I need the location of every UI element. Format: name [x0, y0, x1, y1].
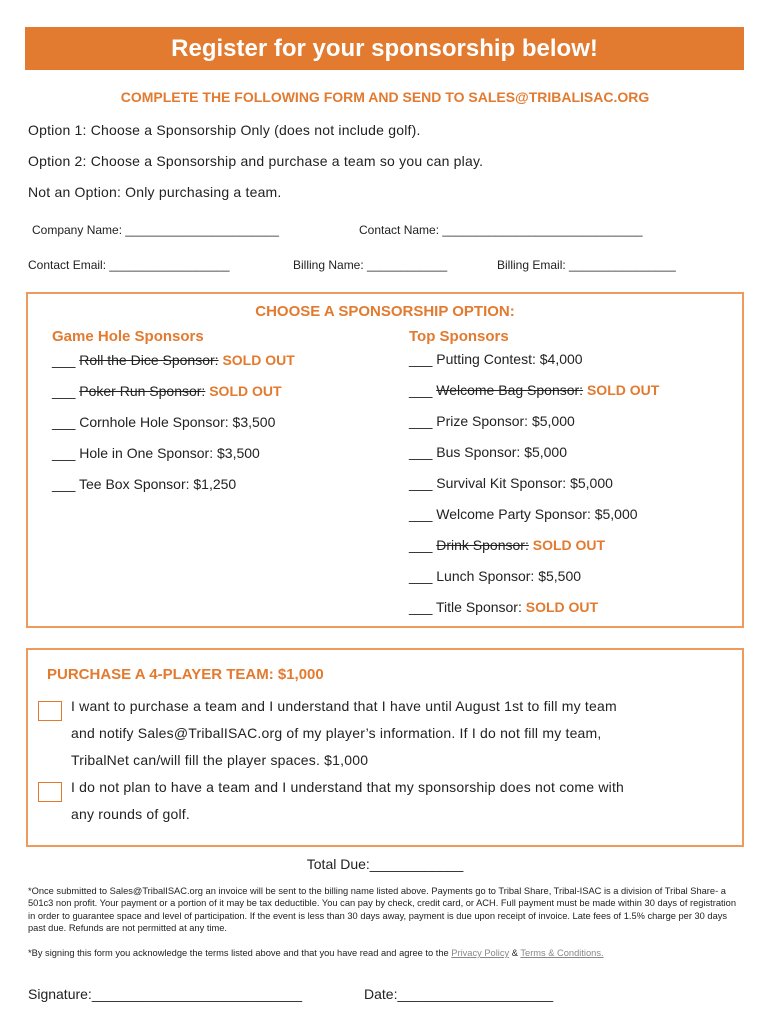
sold-out-badge: SOLD OUT	[532, 537, 606, 553]
purchase-team-checkbox[interactable]	[38, 701, 62, 721]
team-purchase-box	[26, 648, 744, 847]
sponsor-option-row[interactable]	[409, 444, 567, 460]
sponsor-option-label: Lunch Sponsor: $5,500	[436, 568, 582, 584]
sold-out-badge: SOLD OUT	[586, 382, 660, 398]
sponsor-option-row[interactable]	[409, 568, 581, 584]
top-sponsors-heading: Top Sponsors	[409, 328, 509, 345]
team-option1-line: TribalNet can/will fill the player spaces. $1,000	[71, 752, 369, 768]
send-instructions: COMPLETE THE FOLLOWING FORM AND SEND TO SALES@TRIBALISAC.ORG	[120, 89, 650, 105]
sponsor-option-label: Title Sponsor:	[436, 599, 522, 615]
selection-blank[interactable]: ___	[409, 537, 433, 553]
selection-blank[interactable]: ___	[52, 445, 76, 461]
not-option-text: Not an Option: Only purchasing a team.	[28, 184, 282, 200]
acknowledgement	[28, 947, 740, 959]
total-due-field[interactable]: Total Due:____________	[306, 856, 464, 872]
selection-blank[interactable]: ___	[52, 383, 76, 399]
selection-blank[interactable]: ___	[409, 475, 433, 491]
sold-out-badge: SOLD OUT	[209, 383, 282, 399]
selection-blank[interactable]: ___	[409, 382, 433, 398]
payment-terms: *Once submitted to Sales@TribalISAC.org an invoice will be sent to the billing name listed above. Payments go to Tribal Share, Tribal-ISAC is a division of Tribal Share- a 501c3 non profit. Your payment or a portion of it may be tax deductible. You can pay by check, credit card, or ACH. Full payment must be made within 30 days of registration in order to guarantee space and level of participation. If the event is less than 30 days away, payment is due upon receipt of invoice. Late fees of 1.5% charge per 30 days past due. Refunds are not permitted at any time.	[28, 886, 736, 933]
sponsor-option-label: Survival Kit Sponsor: $5,000	[436, 475, 613, 491]
sponsor-option-label: Roll the Dice Sponsor:	[79, 352, 219, 368]
contact-name-field[interactable]: Contact Name: ______________________________	[359, 223, 643, 237]
no-team-checkbox[interactable]	[38, 782, 62, 802]
billing-name-field[interactable]: Billing Name: ____________	[293, 258, 448, 272]
sponsor-option-row[interactable]	[52, 476, 236, 492]
sponsor-option-label: Welcome Party Sponsor: $5,000	[436, 506, 638, 522]
sponsor-option-label: Drink Sponsor:	[436, 537, 529, 553]
acknowledgement-text: *By signing this form you acknowledge the terms listed above and that you have read and agree to the	[28, 948, 449, 958]
selection-blank[interactable]: ___	[52, 476, 76, 492]
sponsor-option-label: Putting Contest: $4,000	[436, 351, 583, 367]
terms-conditions-link[interactable]: Terms & Conditions.	[520, 948, 604, 958]
page-title: Register for your sponsorship below!	[171, 34, 598, 62]
contact-email-field[interactable]: Contact Email: __________________	[28, 258, 230, 272]
signature-field[interactable]: Signature:___________________________	[28, 986, 303, 1002]
team-title: PURCHASE A 4-PLAYER TEAM: $1,000	[47, 666, 324, 683]
sponsor-option-label: Cornhole Hole Sponsor: $3,500	[79, 414, 276, 430]
privacy-policy-link[interactable]: Privacy Policy	[451, 948, 510, 958]
team-option1-line: and notify Sales@TribalISAC.org of my player’s information. If I do not fill my team,	[71, 725, 602, 741]
sponsor-option-row[interactable]	[52, 414, 275, 430]
sold-out-badge: SOLD OUT	[525, 599, 599, 615]
sponsor-option-row[interactable]	[409, 537, 605, 553]
sponsorship-options-box	[26, 292, 744, 628]
selection-blank[interactable]: ___	[52, 414, 76, 430]
team-option2-line: any rounds of golf.	[71, 806, 190, 822]
selection-blank[interactable]: ___	[409, 444, 433, 460]
sponsorship-title: CHOOSE A SPONSORSHIP OPTION:	[255, 303, 515, 320]
sold-out-badge: SOLD OUT	[222, 352, 295, 368]
sponsor-option-label: Hole in One Sponsor: $3,500	[79, 445, 260, 461]
game-hole-heading: Game Hole Sponsors	[52, 328, 204, 345]
team-option1-line: I want to purchase a team and I understand that I have until August 1st to fill my team	[71, 698, 617, 714]
page-title-banner	[25, 27, 744, 70]
sponsor-option-label: Poker Run Sponsor:	[79, 383, 206, 399]
selection-blank[interactable]: ___	[409, 413, 433, 429]
sponsor-option-label: Bus Sponsor: $5,000	[436, 444, 568, 460]
option-2-text: Option 2: Choose a Sponsorship and purchase a team so you can play.	[28, 153, 484, 169]
sponsor-option-label: Welcome Bag Sponsor:	[436, 382, 584, 398]
sponsor-option-label: Prize Sponsor: $5,000	[436, 413, 575, 429]
sponsor-option-row[interactable]	[409, 351, 583, 367]
option-1-text: Option 1: Choose a Sponsorship Only (does not include golf).	[28, 122, 421, 138]
ampersand: &	[511, 948, 518, 958]
billing-email-field[interactable]: Billing Email: ________________	[497, 258, 676, 272]
selection-blank[interactable]: ___	[409, 351, 433, 367]
sponsor-option-row[interactable]	[409, 506, 638, 522]
selection-blank[interactable]: ___	[409, 599, 433, 615]
sponsor-option-row[interactable]	[409, 382, 659, 398]
sponsor-option-row[interactable]	[52, 383, 282, 399]
sponsor-option-row[interactable]	[409, 599, 598, 615]
sponsor-option-row[interactable]	[52, 445, 260, 461]
date-field[interactable]: Date:____________________	[364, 986, 554, 1002]
company-name-field[interactable]: Company Name: _______________________	[32, 223, 279, 237]
selection-blank[interactable]: ___	[409, 568, 433, 584]
selection-blank[interactable]: ___	[52, 352, 76, 368]
sponsor-option-row[interactable]	[52, 352, 295, 368]
team-option2-line: I do not plan to have a team and I understand that my sponsorship does not come with	[71, 779, 625, 795]
sponsor-option-label: Tee Box Sponsor: $1,250	[79, 476, 237, 492]
sponsor-option-row[interactable]	[409, 413, 575, 429]
sponsor-option-row[interactable]	[409, 475, 613, 491]
selection-blank[interactable]: ___	[409, 506, 433, 522]
